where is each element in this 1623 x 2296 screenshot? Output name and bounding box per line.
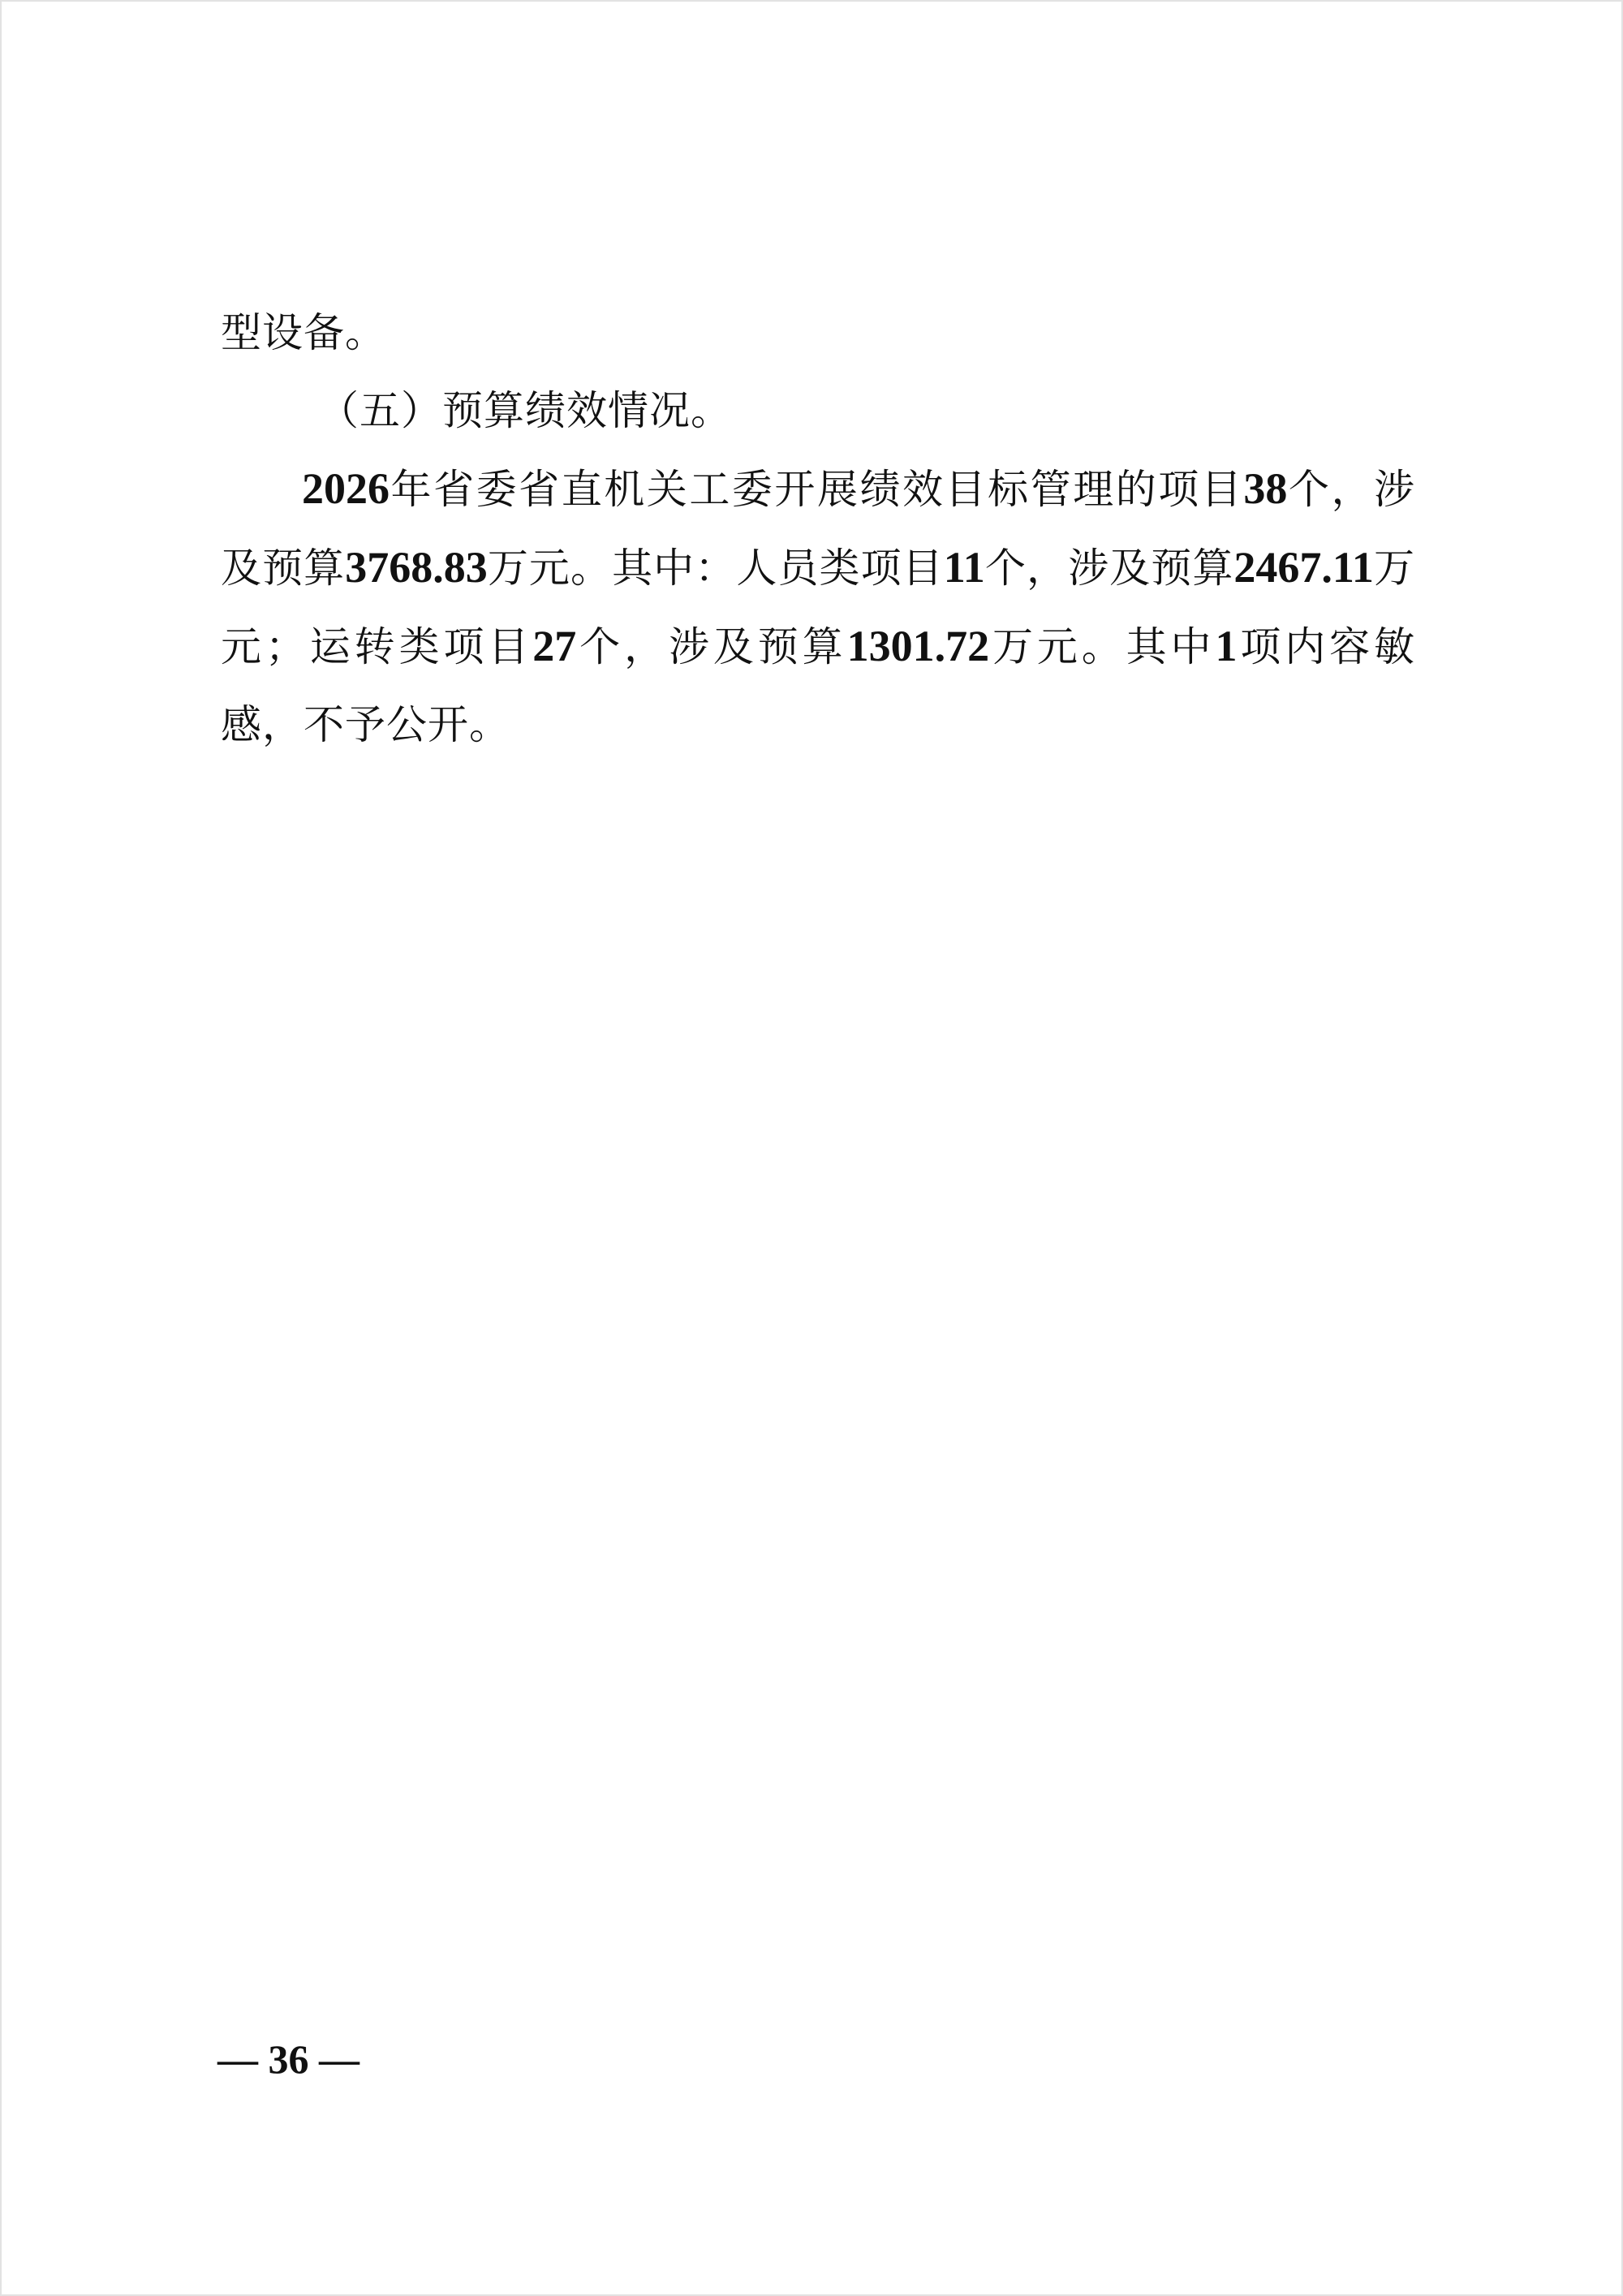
operation-projects-value: 27 xyxy=(532,622,577,670)
section-heading xyxy=(221,372,1415,450)
personnel-projects-value: 11 xyxy=(943,543,985,592)
paragraph-text-4: 个，涉及预算 xyxy=(984,545,1234,592)
paragraph-text-2: 个，涉及预算 xyxy=(221,466,1416,592)
continuation-text: 型设备。 xyxy=(221,309,386,356)
projects-total-value: 38 xyxy=(1243,464,1288,513)
paragraph-text-8: 项内容敏感，不予公开。 xyxy=(221,623,1416,748)
paragraph-text-7: 万元。其中 xyxy=(989,623,1216,670)
personnel-budget-value: 2467.11 xyxy=(1233,543,1374,592)
document-body xyxy=(221,294,1415,764)
paragraph-text-5: 万元；运转类项目 xyxy=(221,545,1416,670)
paragraph-text-3: 万元。其中：人员类项目 xyxy=(487,545,944,592)
continuation-line xyxy=(221,294,1415,372)
paragraph-text-1: 年省委省直机关工委开展绩效目标管理的项目 xyxy=(390,466,1244,513)
sensitive-count-value: 1 xyxy=(1215,622,1238,670)
section-heading-text: （五）预算绩效情况。 xyxy=(318,387,732,434)
page-number: — 36 — xyxy=(217,2036,359,2082)
budget-performance-paragraph xyxy=(221,450,1415,764)
year-value: 2026 xyxy=(302,464,390,513)
operation-budget-value: 1301.72 xyxy=(846,622,990,670)
budget-total-value: 3768.83 xyxy=(345,543,488,592)
paragraph-text-6: 个，涉及预算 xyxy=(576,623,847,670)
